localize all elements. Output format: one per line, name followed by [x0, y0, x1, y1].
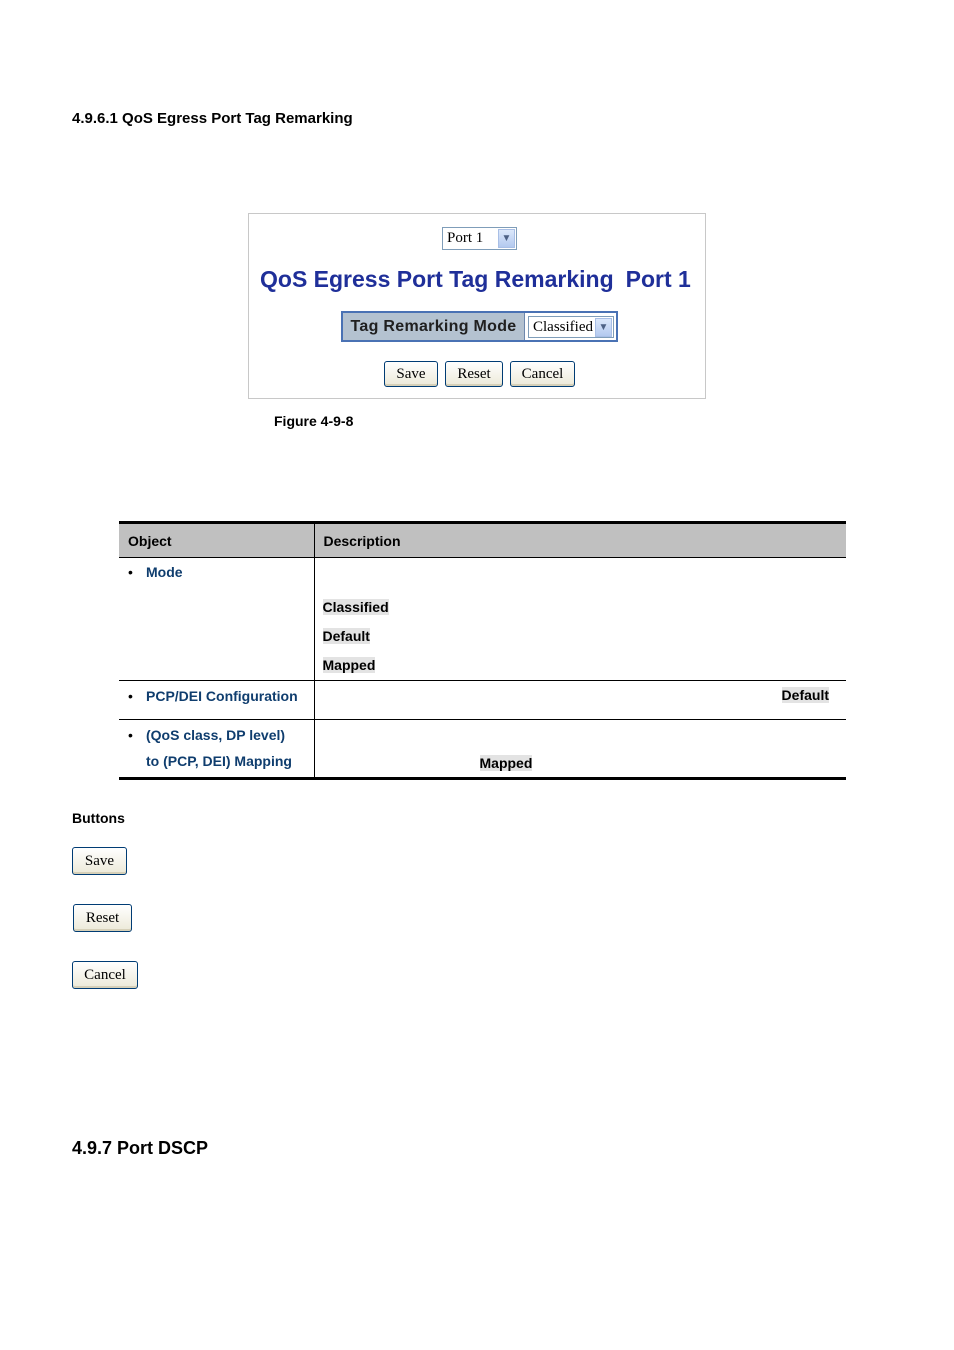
- port-select-value: Port 1: [447, 230, 484, 246]
- object-pcp-dei-configuration: • PCP/DEI Configuration: [119, 688, 314, 704]
- table-row: [119, 720, 846, 779]
- table-row: [119, 681, 846, 720]
- desc-mapped: Mapped: [479, 755, 533, 771]
- desc-default: Default: [781, 687, 829, 703]
- save-button-sample[interactable]: Save: [72, 847, 127, 875]
- mode-select-value: Classified: [533, 318, 593, 335]
- save-button[interactable]: Save: [384, 361, 438, 387]
- object-description-table: [119, 521, 846, 780]
- panel-title-port: Port 1: [625, 266, 691, 292]
- mode-option-mapped: Mapped: [322, 657, 376, 673]
- tag-remarking-mode-label: Tag Remarking Mode: [343, 313, 525, 340]
- table-cell-object: [119, 681, 314, 720]
- port-select[interactable]: [442, 227, 517, 250]
- table-cell-object: [119, 720, 314, 779]
- mode-option-default: Default: [322, 628, 370, 644]
- table-cell-object: [119, 558, 314, 681]
- object-mode: • Mode: [119, 564, 314, 580]
- table-header-object: Object: [119, 523, 314, 558]
- reset-button[interactable]: Reset: [445, 361, 503, 387]
- object-qos-class-dp-level: • (QoS class, DP level): [119, 727, 314, 743]
- table-cell-description: [314, 681, 846, 720]
- table-cell-description: [314, 720, 846, 779]
- chevron-down-icon[interactable]: ▼: [595, 318, 612, 337]
- tag-remarking-mode-row: [341, 311, 618, 342]
- table-header-row: [119, 523, 846, 558]
- tag-remarking-mode-select[interactable]: [528, 316, 614, 338]
- panel-title-text: QoS Egress Port Tag Remarking: [260, 266, 614, 292]
- mode-option-classified: Classified: [322, 599, 389, 615]
- buttons-heading: Buttons: [72, 810, 125, 826]
- section-heading: 4.9.6.1 QoS Egress Port Tag Remarking: [72, 110, 353, 127]
- port-dscp-heading: 4.9.7 Port DSCP: [72, 1138, 209, 1158]
- object-to-pcp-dei-mapping: to (PCP, DEI) Mapping: [146, 753, 292, 769]
- table-header-description: Description: [314, 523, 846, 558]
- cancel-button[interactable]: Cancel: [510, 361, 575, 387]
- table-cell-description: [314, 558, 846, 681]
- cancel-button-sample[interactable]: Cancel: [72, 961, 138, 989]
- panel-title: [260, 266, 691, 293]
- chevron-down-icon[interactable]: ▼: [498, 229, 515, 248]
- egress-tag-remarking-panel: [248, 213, 706, 399]
- table-row: [119, 558, 846, 681]
- reset-button-sample[interactable]: Reset: [73, 904, 132, 932]
- figure-caption: Figure 4-9-8: [274, 413, 354, 429]
